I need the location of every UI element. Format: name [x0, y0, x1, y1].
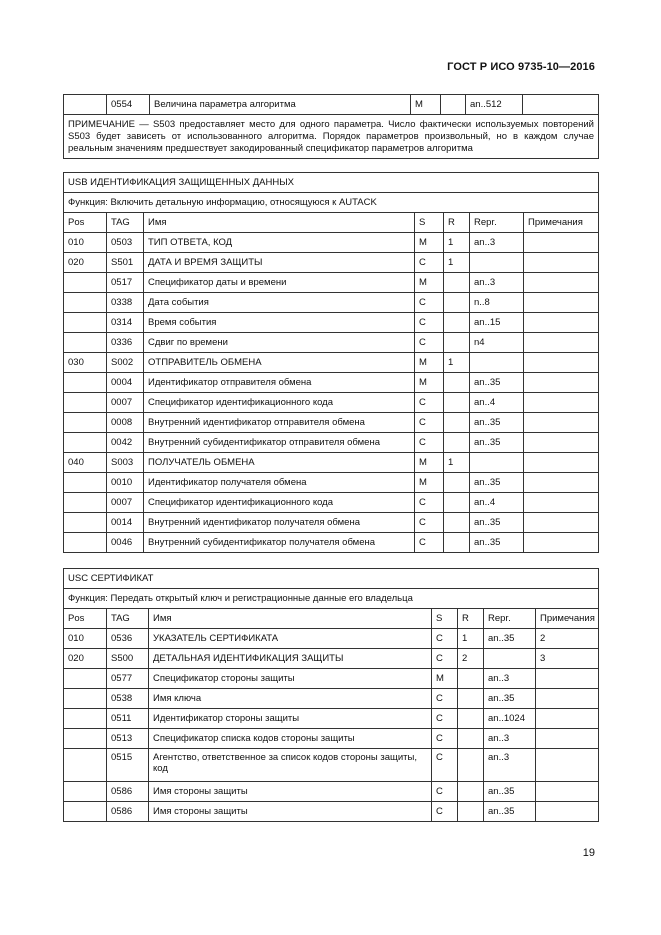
cell-r	[444, 533, 470, 553]
cell-s: C	[415, 313, 444, 333]
col-header-tag: TAG	[107, 609, 149, 629]
cell-tag: 0042	[107, 433, 144, 453]
cell-r: 1	[444, 353, 470, 373]
col-header-s: S	[432, 609, 458, 629]
top-table	[63, 94, 599, 159]
cell-notes	[524, 533, 599, 553]
table-row	[64, 473, 599, 493]
cell-tag: 0538	[107, 689, 149, 709]
cell-repr: an..35	[470, 433, 524, 453]
col-header-notes: Примечания	[524, 213, 599, 233]
cell-name: Имя стороны защиты	[149, 802, 432, 822]
cell-tag: 0586	[107, 782, 149, 802]
table-function: Функция: Включить детальную информацию, относящуюся к AUTACK	[64, 193, 599, 213]
cell-tag: 0515	[107, 749, 149, 782]
cell-pos: 010	[64, 629, 107, 649]
table-row	[64, 802, 599, 822]
cell-pos	[64, 95, 107, 115]
cell-repr: an..35	[484, 629, 536, 649]
cell-tag: 0007	[107, 393, 144, 413]
table-title: USC СЕРТИФИКАТ	[64, 569, 599, 589]
cell-notes	[524, 433, 599, 453]
cell-name: Спецификатор даты и времени	[144, 273, 415, 293]
cell-repr: an..35	[470, 533, 524, 553]
cell-name: Время события	[144, 313, 415, 333]
cell-notes	[524, 293, 599, 313]
cell-notes	[536, 782, 599, 802]
cell-notes	[524, 493, 599, 513]
table-row	[64, 313, 599, 333]
cell-name: ТИП ОТВЕТА, КОД	[144, 233, 415, 253]
cell-name: Имя ключа	[149, 689, 432, 709]
cell-r	[444, 513, 470, 533]
cell-repr: n4	[470, 333, 524, 353]
table-row	[64, 533, 599, 553]
cell-s: C	[432, 802, 458, 822]
cell-repr: an..4	[470, 493, 524, 513]
cell-tag: 0014	[107, 513, 144, 533]
cell-notes: 3	[536, 649, 599, 669]
cell-tag: 0010	[107, 473, 144, 493]
cell-tag: 0517	[107, 273, 144, 293]
cell-r	[444, 433, 470, 453]
function-row	[64, 193, 599, 213]
cell-notes	[536, 729, 599, 749]
cell-repr: an..35	[470, 413, 524, 433]
cell-notes	[524, 393, 599, 413]
cell-name: Спецификатор идентификационного кода	[144, 493, 415, 513]
cell-repr: n..8	[470, 293, 524, 313]
cell-repr	[470, 253, 524, 273]
cell-s: M	[415, 353, 444, 373]
cell-r	[444, 293, 470, 313]
usc-table-body	[64, 629, 599, 822]
table-title: USB ИДЕНТИФИКАЦИЯ ЗАЩИЩЕННЫХ ДАННЫХ	[64, 173, 599, 193]
usb-table	[63, 172, 599, 553]
cell-pos	[64, 413, 107, 433]
cell-s: C	[415, 433, 444, 453]
cell-pos: 010	[64, 233, 107, 253]
table-row	[64, 253, 599, 273]
cell-pos: 020	[64, 253, 107, 273]
cell-s: C	[432, 689, 458, 709]
cell-s: M	[415, 273, 444, 293]
cell-s: C	[432, 649, 458, 669]
cell-s: M	[432, 669, 458, 689]
table-row	[64, 649, 599, 669]
cell-notes	[524, 253, 599, 273]
cell-s: C	[432, 729, 458, 749]
col-header-repr: Repr.	[470, 213, 524, 233]
cell-name: Сдвиг по времени	[144, 333, 415, 353]
cell-s: C	[415, 493, 444, 513]
cell-s: C	[415, 293, 444, 313]
table-row	[64, 95, 599, 115]
cell-name: ПОЛУЧАТЕЛЬ ОБМЕНА	[144, 453, 415, 473]
usb-table-block	[63, 172, 598, 553]
cell-repr: an..35	[484, 689, 536, 709]
cell-repr: an..35	[470, 473, 524, 493]
cell-r	[458, 689, 484, 709]
table-row	[64, 393, 599, 413]
cell-r: 1	[458, 629, 484, 649]
cell-repr: an..35	[484, 782, 536, 802]
cell-repr: an..3	[470, 273, 524, 293]
cell-pos	[64, 473, 107, 493]
cell-pos: 020	[64, 649, 107, 669]
cell-tag: S500	[107, 649, 149, 669]
cell-pos	[64, 373, 107, 393]
cell-notes	[524, 313, 599, 333]
cell-tag: S002	[107, 353, 144, 373]
cell-r	[458, 802, 484, 822]
cell-notes	[524, 473, 599, 493]
cell-pos	[64, 749, 107, 782]
cell-name: Внутренний субидентификатор отправителя обмена	[144, 433, 415, 453]
cell-pos	[64, 433, 107, 453]
cell-repr: an..3	[484, 749, 536, 782]
cell-tag: S501	[107, 253, 144, 273]
cell-notes	[524, 453, 599, 473]
col-header-tag: TAG	[107, 213, 144, 233]
cell-s: C	[415, 513, 444, 533]
title-row	[64, 173, 599, 193]
cell-r	[458, 669, 484, 689]
cell-notes	[524, 513, 599, 533]
table-row	[64, 493, 599, 513]
cell-r: 1	[444, 253, 470, 273]
cell-repr: an..1024	[484, 709, 536, 729]
cell-r	[444, 313, 470, 333]
cell-tag: 0554	[107, 95, 150, 115]
col-header-s: S	[415, 213, 444, 233]
cell-tag: 0338	[107, 293, 144, 313]
cell-name: Спецификатор идентификационного кода	[144, 393, 415, 413]
col-header-pos: Pos	[64, 213, 107, 233]
table-row	[64, 433, 599, 453]
cell-tag: S003	[107, 453, 144, 473]
cell-pos	[64, 689, 107, 709]
cell-r	[444, 473, 470, 493]
table-row	[64, 453, 599, 473]
cell-name: Идентификатор отправителя обмена	[144, 373, 415, 393]
cell-r	[441, 95, 466, 115]
cell-name: Внутренний идентификатор отправителя обмена	[144, 413, 415, 433]
cell-s: M	[415, 473, 444, 493]
cell-tag: 0577	[107, 669, 149, 689]
cell-repr: an..3	[484, 669, 536, 689]
cell-pos	[64, 802, 107, 822]
usb-table-body	[64, 233, 599, 553]
cell-tag: 0008	[107, 413, 144, 433]
col-header-r: R	[458, 609, 484, 629]
cell-s: M	[415, 233, 444, 253]
cell-notes	[524, 233, 599, 253]
table-row	[64, 749, 599, 782]
title-row	[64, 569, 599, 589]
table-row	[64, 513, 599, 533]
table-row	[64, 709, 599, 729]
cell-pos	[64, 333, 107, 353]
header-row	[64, 609, 599, 629]
cell-r	[458, 709, 484, 729]
cell-repr	[484, 649, 536, 669]
cell-repr	[470, 353, 524, 373]
cell-pos	[64, 493, 107, 513]
cell-name: Внутренний идентификатор получателя обмена	[144, 513, 415, 533]
cell-s: M	[415, 373, 444, 393]
cell-pos	[64, 273, 107, 293]
document-header: ГОСТ Р ИСО 9735-10—2016	[447, 61, 595, 73]
table-row	[64, 413, 599, 433]
cell-repr: an..15	[470, 313, 524, 333]
cell-repr: an..35	[470, 373, 524, 393]
cell-s: C	[415, 413, 444, 433]
cell-r	[444, 493, 470, 513]
cell-pos: 030	[64, 353, 107, 373]
cell-tag: 0511	[107, 709, 149, 729]
cell-repr	[470, 453, 524, 473]
cell-notes	[524, 413, 599, 433]
cell-notes	[524, 373, 599, 393]
cell-notes	[536, 669, 599, 689]
cell-pos	[64, 513, 107, 533]
col-header-name: Имя	[149, 609, 432, 629]
cell-name: Имя стороны защиты	[149, 782, 432, 802]
table-row	[64, 353, 599, 373]
cell-name: УКАЗАТЕЛЬ СЕРТИФИКАТА	[149, 629, 432, 649]
cell-s: C	[432, 749, 458, 782]
cell-name: ДАТА И ВРЕМЯ ЗАЩИТЫ	[144, 253, 415, 273]
usc-table-block	[63, 568, 598, 822]
table-row	[64, 689, 599, 709]
note-text: ПРИМЕЧАНИЕ — S503 предоставляет место для одного параметра. Число фактически используемых повторений S503 будет зависеть от использованного алгоритма. Порядок параметров произвольный, но в каждом случае реальным значениям предшествует закодированный спецификатор параметров алгоритма	[64, 115, 599, 159]
top-table-block	[63, 94, 598, 159]
cell-repr: an..3	[470, 233, 524, 253]
cell-s: C	[415, 253, 444, 273]
cell-pos	[64, 293, 107, 313]
cell-s: C	[415, 533, 444, 553]
cell-pos: 040	[64, 453, 107, 473]
cell-name: Идентификатор стороны защиты	[149, 709, 432, 729]
cell-repr: an..4	[470, 393, 524, 413]
cell-notes	[536, 689, 599, 709]
cell-tag: 0503	[107, 233, 144, 253]
note-row	[64, 115, 599, 159]
cell-notes	[524, 273, 599, 293]
col-header-pos: Pos	[64, 609, 107, 629]
cell-repr: an..35	[470, 513, 524, 533]
cell-name: Внутренний субидентификатор получателя обмена	[144, 533, 415, 553]
cell-r	[444, 413, 470, 433]
function-row	[64, 589, 599, 609]
page-number: 19	[582, 847, 595, 859]
cell-pos	[64, 393, 107, 413]
cell-r: 1	[444, 233, 470, 253]
cell-name: Агентство, ответственное за список кодов стороны защиты, код	[149, 749, 432, 782]
cell-s: C	[432, 709, 458, 729]
cell-repr: an..35	[484, 802, 536, 822]
cell-pos	[64, 669, 107, 689]
table-row	[64, 669, 599, 689]
col-header-r: R	[444, 213, 470, 233]
cell-notes	[536, 749, 599, 782]
cell-repr: an..512	[466, 95, 523, 115]
cell-tag: 0004	[107, 373, 144, 393]
cell-repr: an..3	[484, 729, 536, 749]
cell-tag: 0046	[107, 533, 144, 553]
cell-s: C	[432, 782, 458, 802]
table-row	[64, 373, 599, 393]
cell-notes	[523, 95, 599, 115]
table-row	[64, 233, 599, 253]
table-row	[64, 293, 599, 313]
cell-pos	[64, 313, 107, 333]
cell-r	[444, 273, 470, 293]
cell-notes	[536, 802, 599, 822]
table-row	[64, 729, 599, 749]
cell-s: M	[411, 95, 441, 115]
cell-tag: 0336	[107, 333, 144, 353]
cell-r	[444, 393, 470, 413]
cell-tag: 0007	[107, 493, 144, 513]
cell-tag: 0586	[107, 802, 149, 822]
cell-r	[458, 749, 484, 782]
cell-r	[444, 333, 470, 353]
cell-name: Спецификатор списка кодов стороны защиты	[149, 729, 432, 749]
table-row	[64, 333, 599, 353]
cell-notes: 2	[536, 629, 599, 649]
col-header-repr: Repr.	[484, 609, 536, 629]
cell-name: Дата события	[144, 293, 415, 313]
cell-tag: 0314	[107, 313, 144, 333]
table-row	[64, 782, 599, 802]
cell-r	[458, 782, 484, 802]
cell-pos	[64, 782, 107, 802]
cell-notes	[524, 353, 599, 373]
cell-r	[444, 373, 470, 393]
cell-name: ОТПРАВИТЕЛЬ ОБМЕНА	[144, 353, 415, 373]
cell-notes	[524, 333, 599, 353]
header-row	[64, 213, 599, 233]
cell-pos	[64, 709, 107, 729]
table-row	[64, 629, 599, 649]
table-function: Функция: Передать открытый ключ и регистрационные данные его владельца	[64, 589, 599, 609]
cell-s: C	[415, 333, 444, 353]
cell-name: Спецификатор стороны защиты	[149, 669, 432, 689]
cell-tag: 0513	[107, 729, 149, 749]
cell-notes	[536, 709, 599, 729]
table-row	[64, 273, 599, 293]
col-header-notes: Примечания	[536, 609, 599, 629]
cell-r: 1	[444, 453, 470, 473]
cell-name: Величина параметра алгоритма	[150, 95, 411, 115]
cell-r	[458, 729, 484, 749]
cell-s: C	[432, 629, 458, 649]
cell-tag: 0536	[107, 629, 149, 649]
cell-s: C	[415, 393, 444, 413]
usc-table	[63, 568, 599, 822]
cell-s: M	[415, 453, 444, 473]
cell-name: Идентификатор получателя обмена	[144, 473, 415, 493]
cell-name: ДЕТАЛЬНАЯ ИДЕНТИФИКАЦИЯ ЗАЩИТЫ	[149, 649, 432, 669]
col-header-name: Имя	[144, 213, 415, 233]
cell-pos	[64, 533, 107, 553]
cell-pos	[64, 729, 107, 749]
cell-r: 2	[458, 649, 484, 669]
